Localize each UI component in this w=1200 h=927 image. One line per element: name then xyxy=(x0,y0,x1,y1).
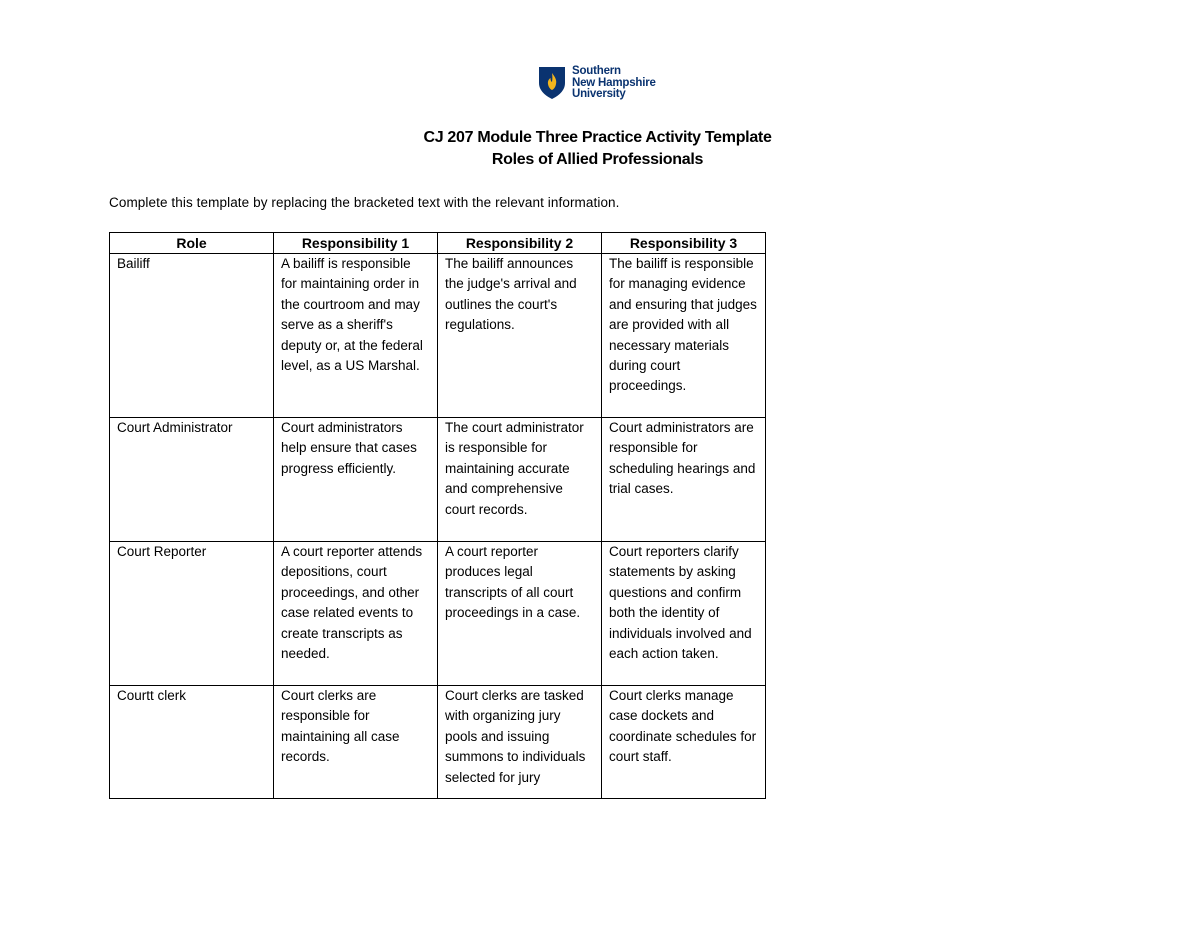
responsibility-cell: Court clerks are tasked with organizing jury pools and issuing summons to individuals selected for jury xyxy=(438,686,602,799)
header-role: Role xyxy=(110,233,274,254)
role-cell: Court Administrator xyxy=(110,418,274,542)
responsibility-cell: The court administrator is responsible for maintaining accurate and comprehensive court records. xyxy=(438,418,602,542)
table-header-row xyxy=(110,233,766,254)
logo-line-3: University xyxy=(572,88,626,100)
role-cell: Court Reporter xyxy=(110,542,274,686)
table-row xyxy=(110,542,766,686)
instructions-text: Complete this template by replacing the bracketed text with the relevant information. xyxy=(109,195,620,210)
document-subtitle: Roles of Allied Professionals xyxy=(491,151,704,168)
table-row xyxy=(110,418,766,542)
role-cell: Bailiff xyxy=(110,254,274,418)
table-row xyxy=(110,686,766,799)
roles-table xyxy=(109,232,766,799)
responsibility-cell: Court clerks manage case dockets and coordinate schedules for court staff. xyxy=(602,686,766,799)
responsibility-cell: Court reporters clarify statements by asking questions and confirm both the identity of individuals involved and each action taken. xyxy=(602,542,766,686)
shield-flame-icon xyxy=(538,66,566,100)
university-logo xyxy=(538,66,656,101)
responsibility-cell: The bailiff is responsible for managing evidence and ensuring that judges are provided with all necessary materials during court proceedings. xyxy=(602,254,766,418)
logo-line-1: Southern xyxy=(572,65,621,77)
logo-line-2: New Hampshire xyxy=(572,76,656,89)
header-responsibility-3: Responsibility 3 xyxy=(602,233,766,254)
header-responsibility-2: Responsibility 2 xyxy=(438,233,602,254)
responsibility-cell: Court administrators are responsible for scheduling hearings and trial cases. xyxy=(602,418,766,542)
responsibility-cell: Court clerks are responsible for maintaining all case records. xyxy=(274,686,438,799)
responsibility-cell: A court reporter attends depositions, court proceedings, and other case related events to create transcripts as needed. xyxy=(274,542,438,686)
responsibility-cell: The bailiff announces the judge's arrival and outlines the court's regulations. xyxy=(438,254,602,418)
responsibility-cell: Court administrators help ensure that cases progress efficiently. xyxy=(274,418,438,542)
responsibility-cell: A court reporter produces legal transcripts of all court proceedings in a case. xyxy=(438,542,602,686)
header-responsibility-1: Responsibility 1 xyxy=(274,233,438,254)
logo-wordmark xyxy=(572,66,656,101)
role-cell: Courtt clerk xyxy=(110,686,274,799)
responsibility-cell: A bailiff is responsible for maintaining order in the courtroom and may serve as a sheriff's deputy or, at the federal level, as a US Marshal. xyxy=(274,254,438,418)
table-row xyxy=(110,254,766,418)
document-title: CJ 207 Module Three Practice Activity Template xyxy=(423,129,772,146)
